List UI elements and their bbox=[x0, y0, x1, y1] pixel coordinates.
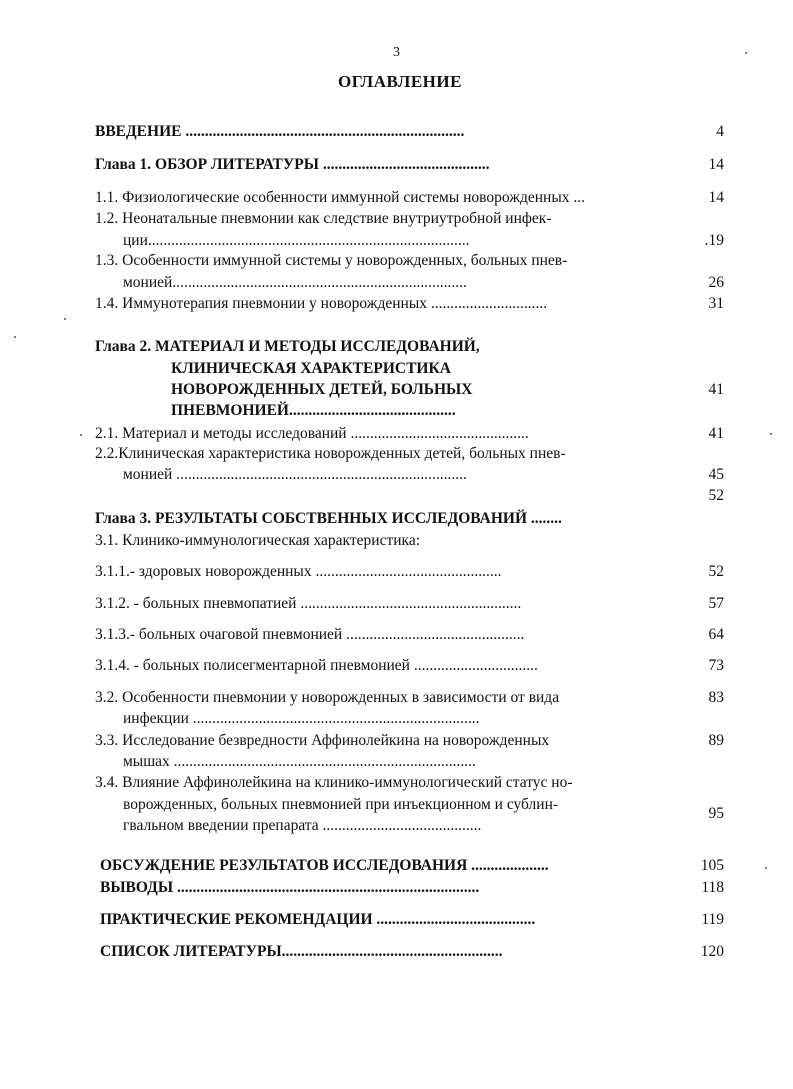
toc-entry-3-4-line2: ворожденных, больных пневмонией при инъекционном и сублин- bbox=[123, 796, 559, 813]
toc-page-3-4: 95 bbox=[708, 805, 724, 822]
toc-entry-chapter-1: Глава 1. ОБЗОР ЛИТЕРАТУРЫ ........................................... bbox=[95, 156, 490, 173]
toc-page-chapter-1: 14 bbox=[708, 156, 724, 173]
page-title: ОГЛАВЛЕНИЕ bbox=[338, 72, 462, 91]
toc-page-3-2: 83 bbox=[708, 689, 724, 706]
toc-entry-1-3-line2: монией............................................................................ bbox=[123, 274, 467, 291]
toc-page-intro: 4 bbox=[716, 123, 724, 140]
toc-entry-3-2-line2: инфекции .......................................................................... bbox=[123, 710, 480, 727]
toc-entry-3-1-1: 3.1.1.- здоровых новорожденных ................................................ bbox=[95, 563, 502, 580]
scan-speck bbox=[770, 433, 772, 435]
toc-entry-chapter-2-line1: Глава 2. МАТЕРИАЛ И МЕТОДЫ ИССЛЕДОВАНИЙ, bbox=[95, 338, 480, 355]
toc-page-recommendations: 119 bbox=[701, 911, 724, 928]
toc-page-1-3: 26 bbox=[708, 274, 724, 291]
toc-entry-3-1: 3.1. Клинико-иммунологическая характеристика: bbox=[95, 532, 421, 549]
toc-page-1-4: 31 bbox=[708, 295, 724, 312]
toc-page-1-1: 14 bbox=[708, 189, 724, 206]
toc-page-3-3: 89 bbox=[708, 732, 724, 749]
toc-entry-chapter-2-line2: КЛИНИЧЕСКАЯ ХАРАКТЕРИСТИКА bbox=[171, 360, 451, 377]
toc-entry-intro: ВВЕДЕНИЕ ........................................................................ bbox=[95, 123, 465, 140]
toc-page-1-2: .19 bbox=[704, 232, 724, 249]
toc-entry-conclusions: ВЫВОДЫ .............................................................................. bbox=[100, 879, 480, 896]
toc-page-3-1-3: 64 bbox=[708, 626, 724, 643]
toc-page-chapter-3: 52 bbox=[708, 487, 724, 504]
scan-speck bbox=[765, 867, 767, 869]
scan-speck bbox=[745, 52, 747, 54]
toc-entry-1-4: 1.4. Иммунотерапия пневмонии у новорожденных .............................. bbox=[95, 295, 548, 312]
toc-page-discussion: 105 bbox=[700, 857, 724, 874]
toc-entry-chapter-2-line3: НОВОРОЖДЕННЫХ ДЕТЕЙ, БОЛЬНЫХ bbox=[171, 381, 473, 398]
toc-entry-1-2-line1: 1.2. Неонатальные пневмонии как следствие внутриутробной инфек- bbox=[95, 210, 552, 227]
toc-entry-1-3-line1: 1.3. Особенности иммунной системы у новорожденных, больных пнев- bbox=[95, 252, 568, 269]
toc-entry-references: СПИСОК ЛИТЕРАТУРЫ......................................................... bbox=[100, 943, 503, 960]
toc-entry-3-3-line1: 3.3. Исследование безвредности Аффинолейкина на новорожденных bbox=[95, 732, 550, 749]
scan-speck bbox=[64, 318, 66, 320]
toc-page-conclusions: 118 bbox=[701, 879, 724, 896]
toc-entry-1-2-line2: ции................................................................................... bbox=[123, 232, 470, 249]
toc-entry-2-2-line2: монией ........................................................................... bbox=[123, 466, 467, 483]
toc-entry-3-3-line2: мышах .............................................................................. bbox=[123, 753, 476, 770]
toc-entry-chapter-2-line4: ПНЕВМОНИЕЙ........................................... bbox=[171, 402, 456, 419]
toc-page-3-1-1: 52 bbox=[708, 563, 724, 580]
toc-entry-discussion: ОБСУЖДЕНИЕ РЕЗУЛЬТАТОВ ИССЛЕДОВАНИЯ .................... bbox=[100, 857, 549, 874]
scan-speck bbox=[14, 336, 16, 338]
toc-page-3-1-2: 57 bbox=[708, 595, 724, 612]
toc-entry-2-2-line1: 2.2.Клиническая характеристика новорожденных детей, больных пнев- bbox=[95, 445, 566, 462]
scan-speck bbox=[80, 434, 82, 436]
toc-entry-recommendations: ПРАКТИЧЕСКИЕ РЕКОМЕНДАЦИИ ......................................... bbox=[100, 911, 536, 928]
toc-entry-1-1: 1.1. Физиологические особенности иммунной системы новорожденных ... bbox=[95, 189, 585, 206]
toc-entry-3-2-line1: 3.2. Особенности пневмонии у новорожденных в зависимости от вида bbox=[95, 689, 560, 706]
toc-entry-3-4-line3: гвальном введении препарата ......................................... bbox=[123, 817, 482, 834]
page-number: 3 bbox=[393, 45, 400, 60]
toc-entry-chapter-3: Глава 3. РЕЗУЛЬТАТЫ СОБСТВЕННЫХ ИССЛЕДОВАНИЙ ........ bbox=[95, 510, 562, 527]
toc-entry-3-1-2: 3.1.2. - больных пневмопатией ......................................................... bbox=[95, 595, 522, 612]
toc-page-2-2: 45 bbox=[708, 466, 724, 483]
toc-entry-3-4-line1: 3.4. Влияние Аффинолейкина на клинико-иммунологический статус но- bbox=[95, 774, 573, 791]
toc-page-chapter-2: 41 bbox=[708, 381, 724, 398]
toc-entry-3-1-4: 3.1.4. - больных полисегментарной пневмонией ................................ bbox=[95, 657, 538, 674]
toc-entry-2-1: 2.1. Материал и методы исследований .............................................. bbox=[95, 425, 529, 442]
toc-page-references: 120 bbox=[700, 943, 724, 960]
toc-entry-3-1-3: 3.1.3.- больных очаговой пневмонией .............................................. bbox=[95, 626, 525, 643]
toc-page-2-1: 41 bbox=[708, 425, 724, 442]
toc-page-3-1-4: 73 bbox=[708, 657, 724, 674]
